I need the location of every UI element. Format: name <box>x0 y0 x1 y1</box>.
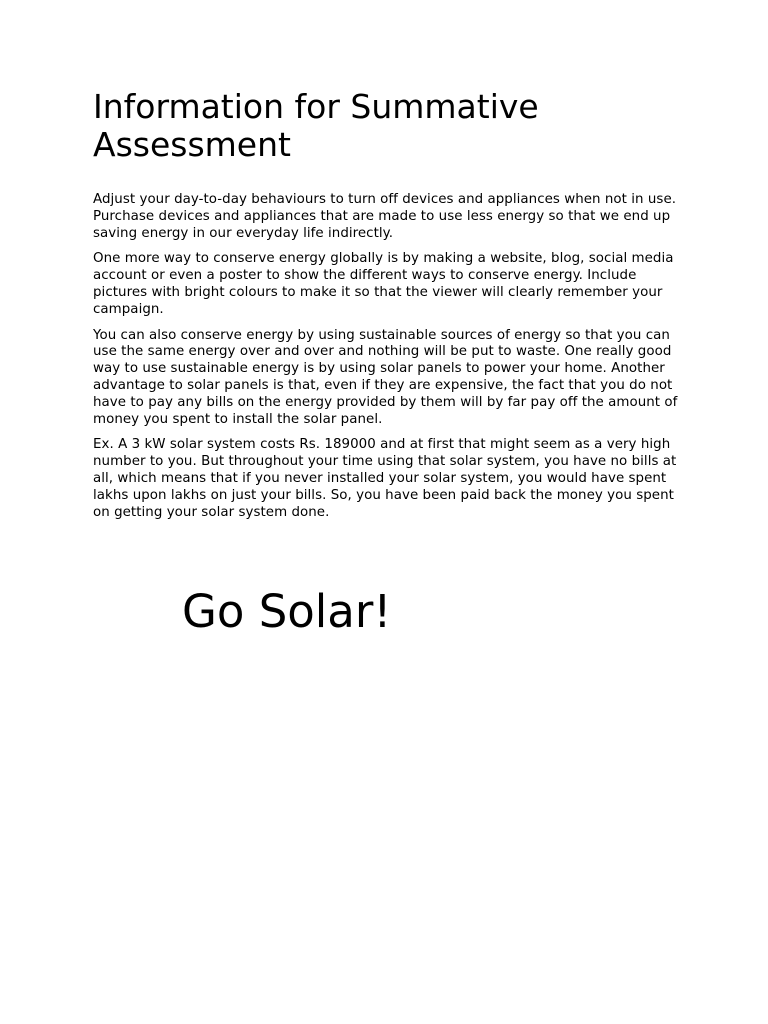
paragraph-solar-example: Ex. A 3 kW solar system costs Rs. 189000 and at first that might seem as a very high number to you. But throughout your time using that solar system, you have no bills at all, which means that if you never installed your solar system, you would have spent lakhs upon lakhs on just your bills. So, you have been paid back the money you spent on getting your solar system done. <box>93 437 677 520</box>
document-title: Information for Summative Assessment <box>93 87 539 164</box>
document-body <box>93 88 683 530</box>
paragraph-sustainable-energy: You can also conserve energy by using sustainable sources of energy so that you can use the same energy over and over and nothing will be put to waste. One really good way to use sustainable energy is by using solar panels to power your home. Another advantage to solar panels is that, even if they are expensive, the fact that you do not have to pay any bills on the energy provided by them will by far pay off the amount of money you spent to install the solar panel. <box>93 327 678 427</box>
slogan-heading: Go Solar! <box>182 585 392 638</box>
paragraph-campaign: One more way to conserve energy globally is by making a website, blog, social media account or even a poster to show the different ways to conserve energy. Include pictures with bright colours to make it so that the viewer will clearly remember your campaign. <box>93 251 674 317</box>
paragraph-behaviours: Adjust your day-to-day behaviours to turn off devices and appliances when not in use. Purchase devices and appliances that are made to use less energy so that we end up saving energy in our everyday life indirectly. <box>93 192 677 241</box>
